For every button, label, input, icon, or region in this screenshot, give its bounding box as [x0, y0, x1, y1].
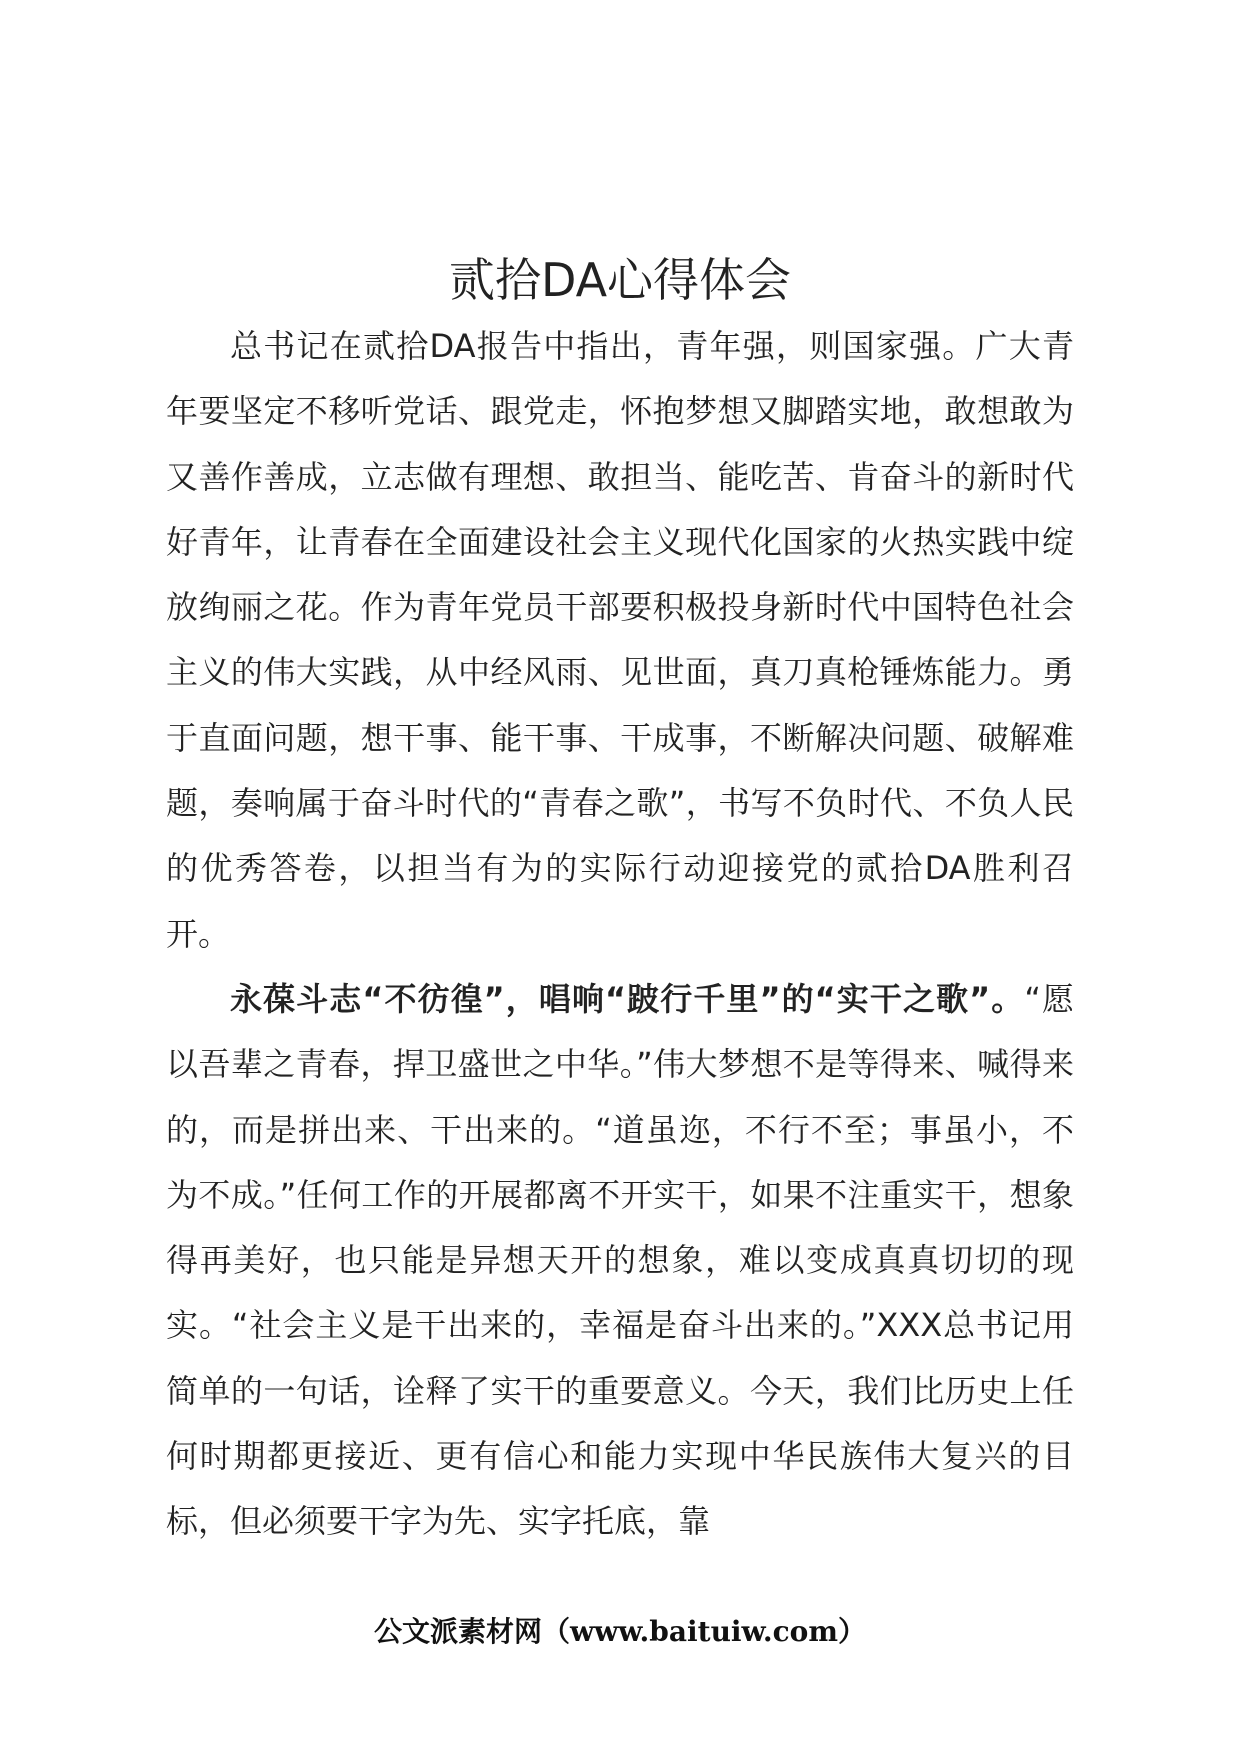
paragraph — [166, 314, 1074, 967]
paragraph-text: 总书记在贰拾DA报告中指出，青年强，则国家强。广大青年要坚定不移听党话、跟党走，怀抱梦想又脚踏实地，敢想敢为又善作善成，立志做有理想、敢担当、能吃苦、肯奋斗的新时代好青年，让青春在全面建设社会主义现代化国家的火热实践中绽放绚丽之花。作为青年党员干部要积极投身新时代中国特色社会主义的伟大实践，从中经风雨、见世面，真刀真枪锤炼能力。勇于直面问题，想干事、能干事、干成事，不断解决问题、破解难题，奏响属于奋斗时代的“青春之歌”，书写不负时代、不负人民的优秀答卷，以担当有为的实际行动迎接党的贰拾DA胜利召开。 — [166, 327, 1074, 953]
page-title: 贰拾DA心得体会 — [448, 253, 792, 307]
paragraph — [166, 967, 1074, 1555]
document-body — [166, 314, 1074, 1555]
footer-watermark: 公文派素材网（www.baituiw.com） — [374, 1615, 866, 1648]
paragraph-text: “愿以吾辈之青春，捍卫盛世之中华。”伟大梦想不是等得来、喊得来的，而是拼出来、干出来的。“道虽迩，不行不至；事虽小，不为不成。”任何工作的开展都离不开实干，如果不注重实干，想象得再美好，也只能是异想天开的想象，难以变成真真切切的现实。“社会主义是干出来的，幸福是奋斗出来的。”XXX总书记用简单的一句话，诠释了实干的重要意义。今天，我们比历史上任何时期都更接近、更有信心和能力实现中华民族伟大复兴的目标，但必须要干字为先、实字托底，靠 — [166, 979, 1074, 1541]
paragraph-lead: 永葆斗志“不彷徨”，唱响“跛行千里”的“实干之歌”。 — [230, 979, 1025, 1018]
